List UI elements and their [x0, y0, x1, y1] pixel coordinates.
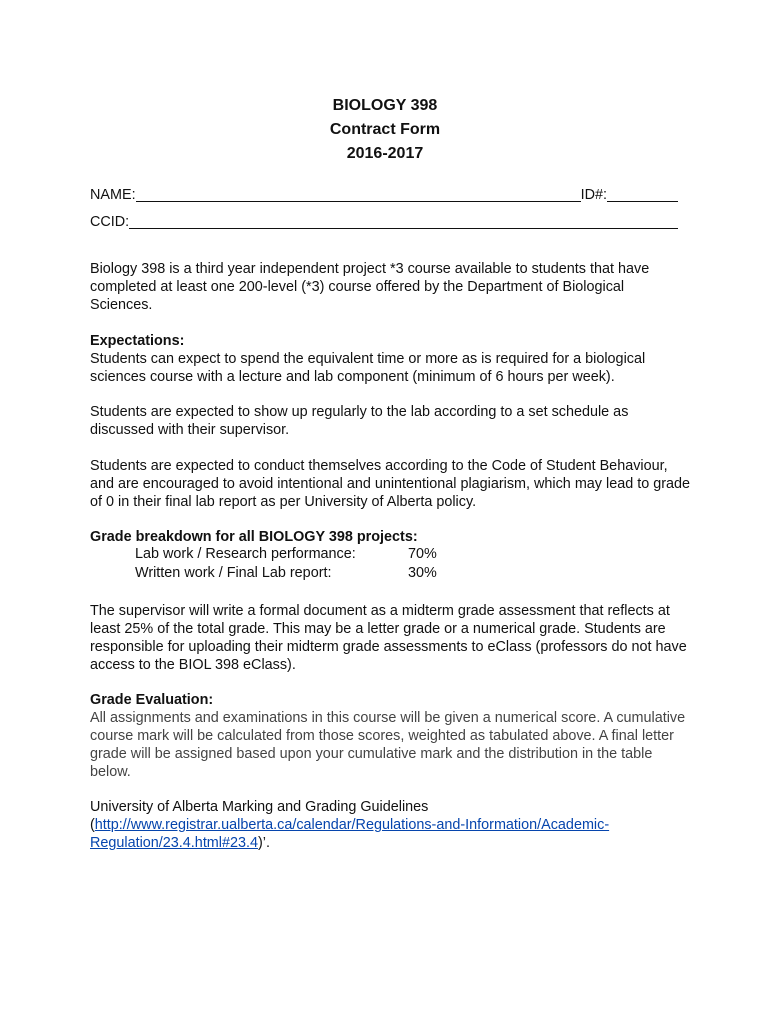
guidelines-paragraph	[90, 798, 690, 852]
grade-breakdown-heading: Grade breakdown for all BIOLOGY 398 projects:	[90, 529, 418, 545]
grade-row	[135, 545, 448, 564]
guidelines-open-paren: (	[90, 817, 95, 833]
guidelines-title: University of Alberta Marking and Grading Guidelines	[90, 799, 429, 815]
intro-paragraph: Biology 398 is a third year independent project *3 course available to students that have completed at least one 200-level (*3) course offered by the Department of Biological Sciences.	[90, 261, 650, 313]
expectations-paragraph-3: Students are expected to conduct themselves according to the Code of Student Behaviour, and are encouraged to avoid intentional and unintentional plagiarism, which may lead to grade of 0 in their final lab report as per University of Alberta policy.	[90, 458, 691, 510]
ccid-field-line[interactable]	[129, 213, 678, 229]
academic-year: 2016-2017	[346, 145, 424, 162]
grade-component-value: 70%	[408, 546, 437, 562]
expectations-paragraph-2: Students are expected to show up regularly to the lab according to a set schedule as discussed with their supervisor.	[90, 404, 629, 438]
grade-component-label: Written work / Final Lab report:	[135, 564, 332, 581]
registrar-guidelines-link[interactable]: http://www.registrar.ualberta.ca/calendar/Regulations-and-Information/Academic-Regulation/23.4.html#23.4	[90, 817, 610, 851]
form-title: Contract Form	[329, 121, 441, 138]
grade-component-label: Lab work / Research performance:	[135, 546, 356, 562]
grade-component-value: 30%	[408, 564, 437, 581]
expectations-paragraph-1: Students can expect to spend the equivalent time or more as is required for a biological sciences course with a lecture and lab component (minimum of 6 hours per week).	[90, 351, 646, 385]
ccid-label: CCID:	[90, 214, 130, 230]
guidelines-close: )’.	[258, 835, 271, 851]
grade-evaluation-paragraph: All assignments and examinations in this course will be given a numerical score. A cumulative course mark will be calculated from those scores, weighted as tabulated above. A final letter grade will be assigned based upon your cumulative mark and the distribution in the table below.	[90, 710, 686, 780]
name-id-row	[90, 184, 678, 204]
grade-evaluation-heading: Grade Evaluation:	[90, 692, 214, 708]
id-field-line[interactable]	[607, 186, 678, 202]
id-label: ID#:	[580, 187, 607, 203]
course-title: BIOLOGY 398	[332, 97, 438, 114]
supervisor-paragraph: The supervisor will write a formal document as a midterm grade assessment that reflects at least 25% of the total grade. This may be a letter grade or a numerical grade. Students are responsible for uploading their midterm grade assessments to eClass (professors do not have access to the BIOL 398 eClass).	[90, 603, 687, 673]
name-label: NAME:	[90, 187, 136, 203]
ccid-row	[90, 211, 678, 231]
grade-row	[135, 564, 448, 583]
document-title-block	[0, 94, 770, 166]
grade-breakdown-table	[135, 545, 448, 582]
expectations-heading: Expectations:	[90, 333, 185, 349]
name-field-line[interactable]	[136, 186, 581, 202]
